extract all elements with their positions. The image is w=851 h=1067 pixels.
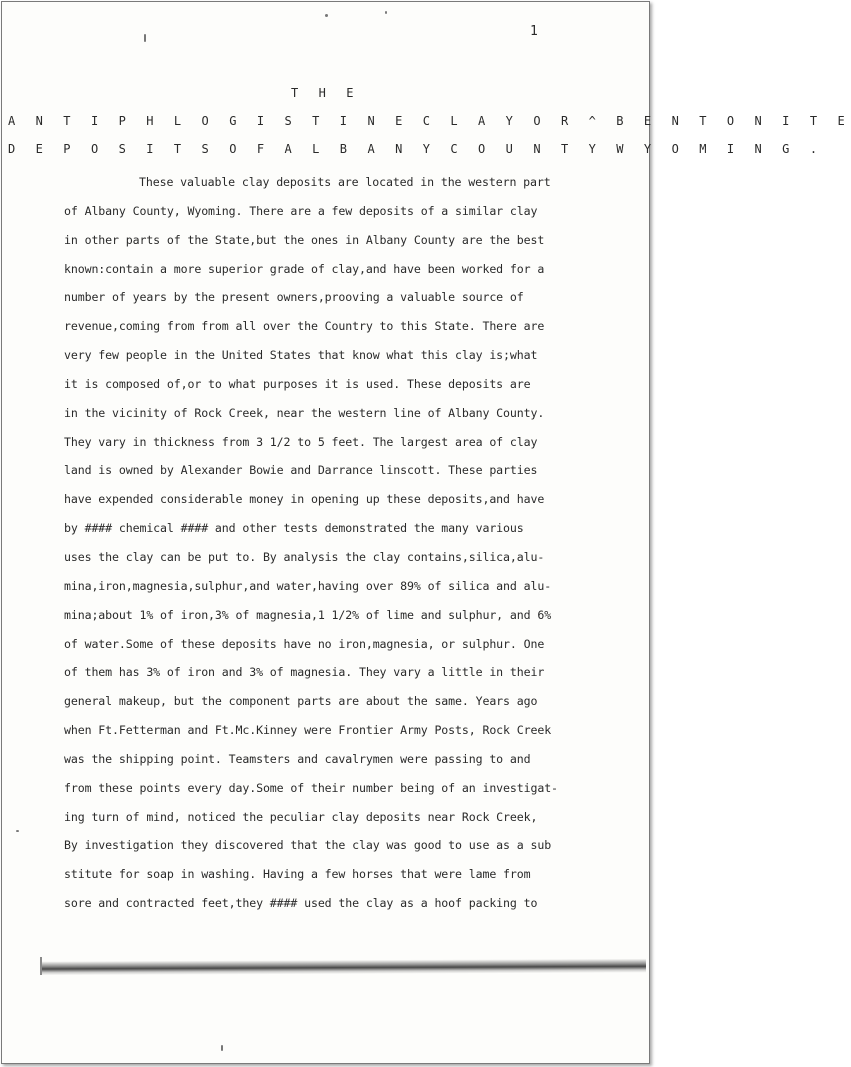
body-line: number of years by the present owners,prooving a valuable source of <box>64 290 524 305</box>
body-line: have expended considerable money in opening up these deposits,and have <box>64 492 545 507</box>
body-line: in the vicinity of Rock Creek, near the western line of Albany County. <box>64 405 545 420</box>
body-line: stitute for soap in washing. Having a few horses that were lame from <box>64 867 531 882</box>
body-line: of water.Some of these deposits have no iron,magnesia, or sulphur. One <box>64 636 545 651</box>
body-line: These valuable clay deposits are located in the western part <box>139 175 551 189</box>
body-line: known:contain a more superior grade of clay,and have been worked for a <box>64 261 545 276</box>
ink-speck <box>385 11 387 14</box>
body-line: in other parts of the State,but the ones in Albany County are the best <box>64 232 545 247</box>
ink-speck <box>221 1045 223 1051</box>
title-line-1: T H E <box>290 86 361 100</box>
body-line: of Albany County, Wyoming. There are a few deposits of a similar clay <box>64 203 538 218</box>
body-line: sore and contracted feet,they #### used the clay as a hoof packing to <box>64 896 538 911</box>
body-line: when Ft.Fetterman and Ft.Mc.Kinney were Frontier Army Posts, Rock Creek <box>64 723 552 738</box>
page-bottom-edge <box>40 959 646 976</box>
body-line: uses the clay can be put to. By analysis the clay contains,silica,alu- <box>64 549 545 564</box>
body-line: of them has 3% of iron and 3% of magnesia. They vary a little in their <box>64 665 545 680</box>
scanned-page <box>1 1 851 1064</box>
title-line-2: A N T I P H L O G I S T I N E C L A Y O R ^ B E N T O N I T E <box>8 114 851 128</box>
body-line: from these points every day.Some of their number being of an investigat- <box>64 780 558 795</box>
body-line: was the shipping point. Teamsters and cavalrymen were passing to and <box>64 751 531 766</box>
page-edge-shadow <box>40 957 42 975</box>
body-line: ing turn of mind, noticed the peculiar clay deposits near Rock Creek, <box>64 809 538 824</box>
body-text <box>64 168 604 918</box>
body-line: They vary in thickness from 3 1/2 to 5 feet. The largest area of clay <box>64 434 538 449</box>
body-line: general makeup, but the component parts are about the same. Years ago <box>64 694 538 709</box>
body-line: mina;about 1% of iron,3% of magnesia,1 1/2% of lime and sulphur, and 6% <box>64 607 552 622</box>
ink-speck <box>144 34 146 42</box>
ink-speck <box>325 14 328 17</box>
body-line: by #### chemical #### and other tests demonstrated the many various <box>64 521 524 536</box>
body-line: very few people in the United States that know what this clay is;what <box>64 348 538 363</box>
body-line: revenue,coming from from all over the Country to this State. There are <box>64 319 545 334</box>
body-line: By investigation they discovered that the clay was good to use as a sub <box>64 838 552 853</box>
body-line: land is owned by Alexander Bowie and Darrance linscott. These parties <box>64 463 538 478</box>
page-number: 1 <box>530 24 538 39</box>
body-line: mina,iron,magnesia,sulphur,and water,having over 89% of silica and alu- <box>64 578 552 593</box>
title-line-3: D E P O S I T S O F A L B A N Y C O U N T Y W Y O M I N G . <box>8 142 824 156</box>
body-line: it is composed of,or to what purposes it is used. These deposits are <box>64 376 531 391</box>
ink-speck <box>16 830 19 832</box>
